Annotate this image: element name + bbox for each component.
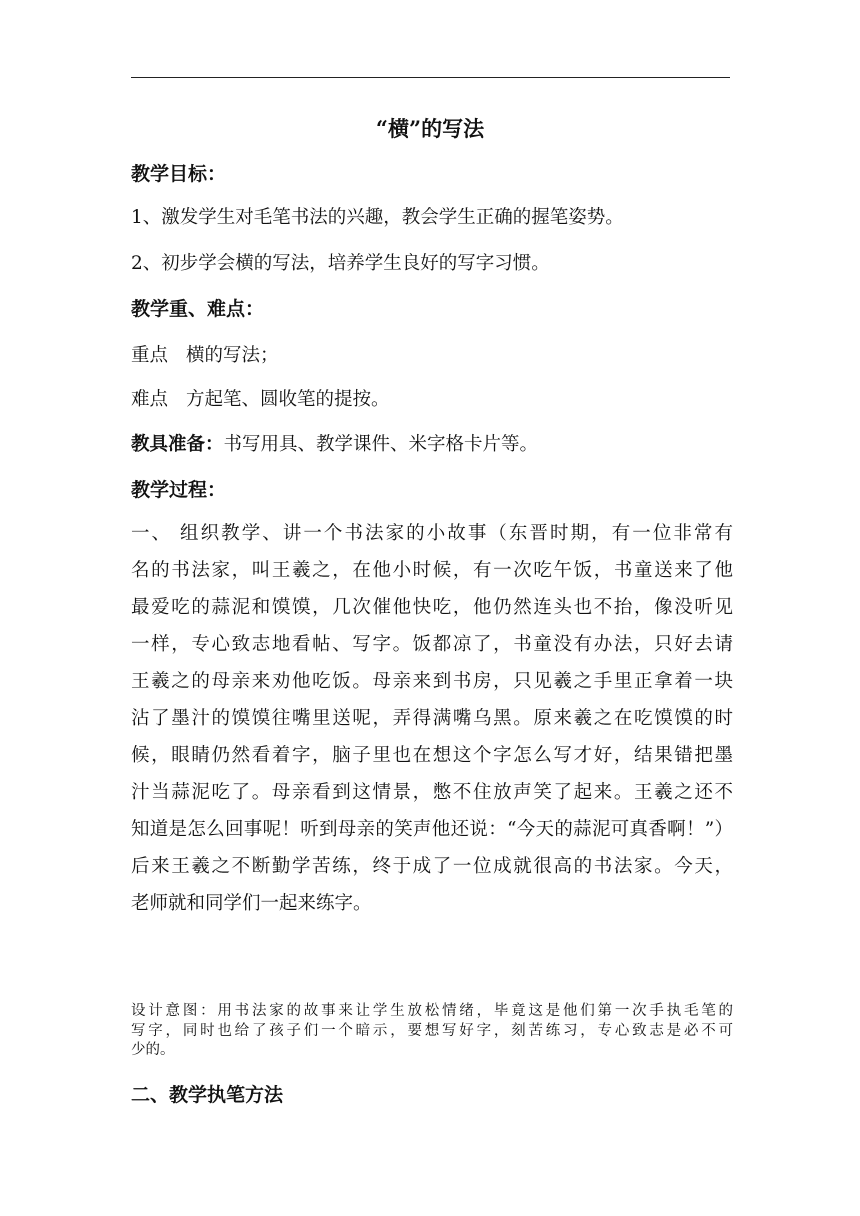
objective-item-2: 2、初步学会横的写法，培养学生良好的写字习惯。: [131, 253, 550, 274]
design-note-line: 设计意图：用书法家的故事来让学生放松情绪，毕竟这是他们第一次手执毛笔的: [131, 1003, 733, 1019]
step1-line: 老师就和同学们一起来练字。: [131, 893, 372, 914]
design-note-line: 写字，同时也给了孩子们一个暗示，要想写好字，刻苦练习，专心致志是必不可: [131, 1022, 733, 1039]
header-rule: [131, 77, 730, 78]
step1-line: 沾了墨汁的馍馍往嘴里送呢，弄得满嘴乌黑。原来羲之在吃馍馍的时: [131, 708, 733, 729]
objectives-heading: 教学目标：: [131, 163, 227, 185]
materials-text: 书写用具、教学课件、米字格卡片等。: [223, 434, 539, 455]
process-heading: 教学过程：: [131, 479, 227, 501]
step1-line: 最爱吃的蒜泥和馍馍，几次催他快吃，他仍然连头也不抬，像没听见: [131, 597, 733, 618]
design-note: [131, 1002, 733, 1061]
materials-line: [131, 431, 538, 459]
key-point-line: [131, 342, 279, 370]
materials-label: 教具准备：: [131, 434, 224, 455]
step1-line: 汁当蒜泥吃了。母亲看到这情景，憋不住放声笑了起来。王羲之还不: [131, 782, 733, 803]
key-point-text: 横的写法；: [186, 345, 279, 366]
difficulty-text: 方起笔、圆收笔的提按。: [186, 389, 390, 410]
step1-line: 一样，专心致志地看帖、写字。饭都凉了，书童没有办法，只好去请: [131, 634, 733, 655]
objective-item-1: 1、激发学生对毛笔书法的兴趣，教会学生正确的握笔姿势。: [131, 207, 624, 228]
step1-paragraph: [131, 520, 733, 927]
difficulty-label: 难点: [131, 389, 169, 410]
step1-line: 名的书法家，叫王羲之，在他小时候，有一次吃午饭，书童送来了他: [131, 560, 733, 581]
key-point-label: 重点: [131, 345, 169, 366]
step1-line: 候，眼睛仍然看着字，脑子里也在想这个字怎么写才好，结果错把墨: [131, 745, 733, 766]
step1-line: 王羲之的母亲来劝他吃饭。母亲来到书房，只见羲之手里正拿着一块: [131, 671, 733, 692]
difficulty-line: [131, 386, 390, 414]
step1-line: 知道是怎么回事呢！听到母亲的笑声他还说：“今天的蒜泥可真香啊！”）: [131, 819, 733, 840]
page-title: “横”的写法: [375, 116, 485, 141]
step1-line: 后来王羲之不断勤学苦练，终于成了一位成就很高的书法家。今天，: [131, 856, 733, 877]
key-points-heading: 教学重、难点：: [131, 298, 265, 320]
step2-heading: 二、教学执笔方法: [131, 1084, 284, 1106]
step1-line: 一、 组织教学、讲一个书法家的小故事（东晋时期，有一位非常有: [131, 523, 733, 544]
design-note-line: 少的。: [131, 1042, 175, 1058]
